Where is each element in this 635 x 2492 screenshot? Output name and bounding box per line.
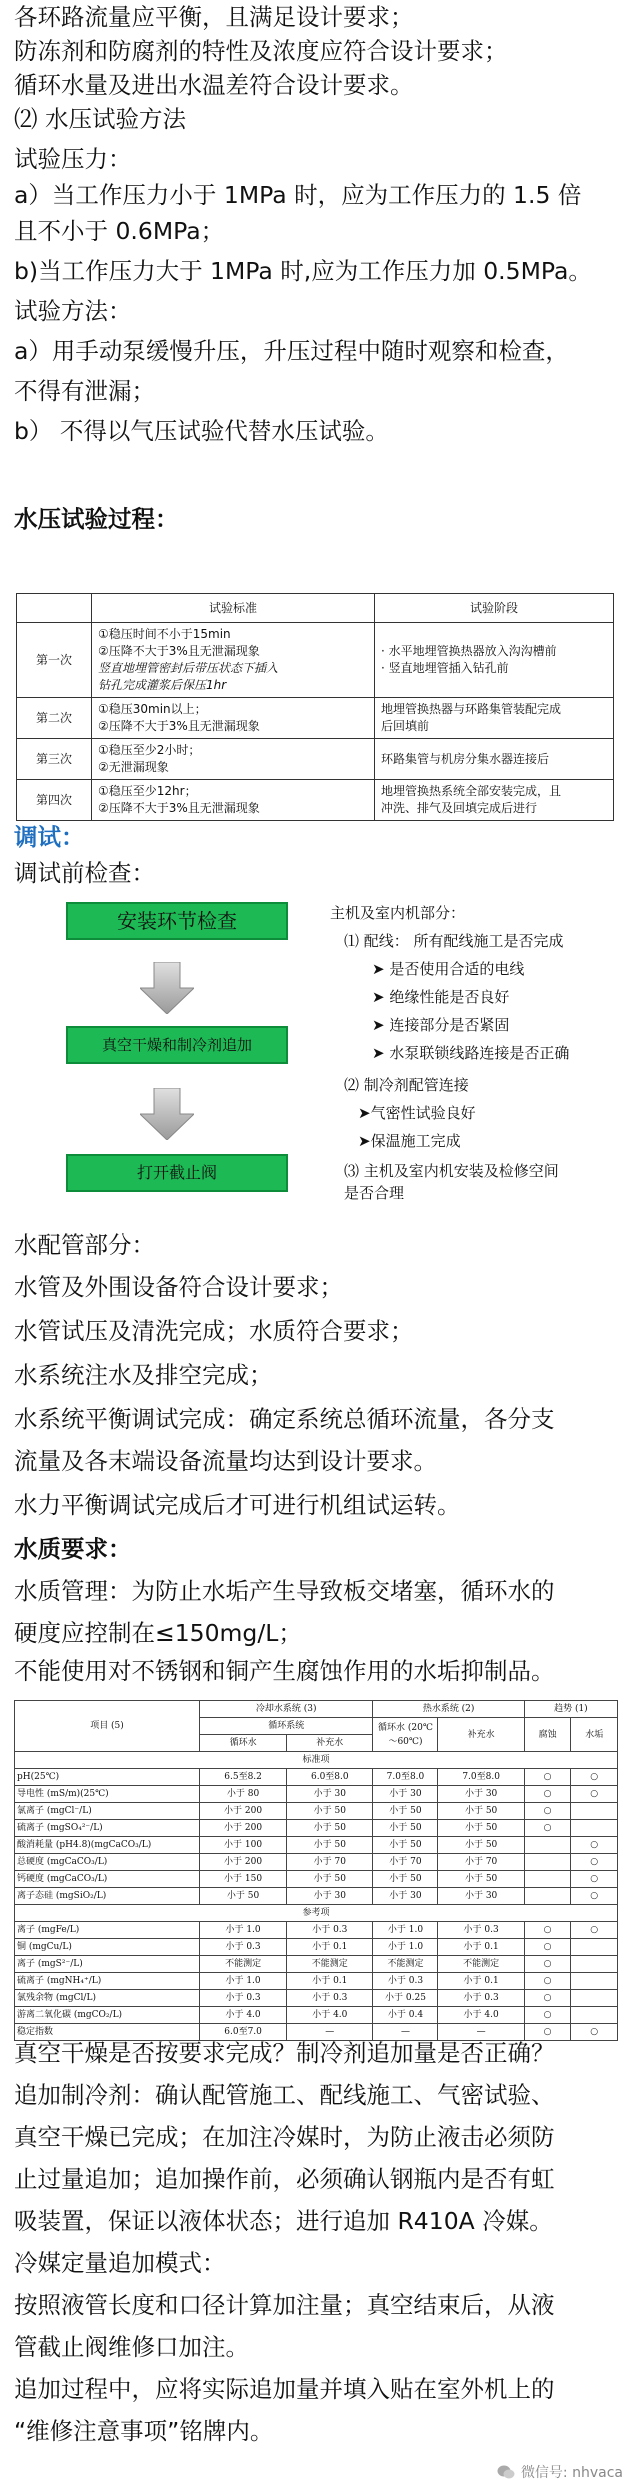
value-cell: 小于 0.3 [287, 1922, 373, 1939]
text-line: 不得有泄漏； [14, 377, 155, 405]
standard-cell [92, 739, 375, 780]
value-cell: 小于 30 [287, 1888, 373, 1905]
standard-cell [92, 623, 375, 698]
item-cell: 稳定指数 [15, 2024, 200, 2041]
text-line: 且不小于 0.6MPa； [14, 217, 225, 245]
value-cell: 小于 0.3 [200, 1939, 287, 1956]
flow-box-open-valve: 打开截止阀 [66, 1154, 288, 1192]
water-quality-table [14, 1700, 618, 2041]
table-header: 补充水 [287, 1735, 373, 1752]
value-cell: ○ [524, 1803, 571, 1820]
section-label: 参考项 [15, 1905, 618, 1922]
text-line: 止过量追加；追加操作前，必须确认钢瓶内是否有虹 [14, 2165, 555, 2193]
table-header: 项目 (5) [15, 1701, 200, 1752]
value-cell [571, 1973, 618, 1990]
cell-line: · 水平地埋管换热器放入沟沟槽前 [381, 644, 557, 658]
value-cell: 小于 30 [373, 1786, 438, 1803]
text-line: 按照液管长度和口径计算加注量；真空结束后，从液 [14, 2291, 555, 2319]
value-cell: 小于 70 [287, 1854, 373, 1871]
value-cell [571, 1990, 618, 2007]
value-cell: 小于 1.0 [373, 1939, 438, 1956]
value-cell: ○ [524, 1820, 571, 1837]
standard-cell [92, 780, 375, 821]
text-line: 试验方法： [14, 297, 132, 325]
round-cell: 第一次 [17, 623, 92, 698]
table-header-row [17, 594, 614, 623]
watermark [497, 2462, 623, 2482]
item-cell: 离子态硅 (mgSiO₂/L) [15, 1888, 200, 1905]
item-cell: 钙硬度 (mgCaCO₃/L) [15, 1871, 200, 1888]
value-cell: 6.0至8.0 [287, 1769, 373, 1786]
stage-cell [375, 780, 614, 821]
table-row [15, 1922, 618, 1939]
checklist-item: 是否合理 [344, 1184, 405, 1202]
value-cell: ○ [571, 1871, 618, 1888]
item-cell: 硫离子 (mgNH₄⁺/L) [15, 1973, 200, 1990]
text-line: 水质管理：为防止水垢产生导致板交堵塞，循环水的 [14, 1577, 555, 1605]
stage-cell [375, 698, 614, 739]
value-cell: 小于 100 [200, 1837, 287, 1854]
table-row [15, 1939, 618, 1956]
value-cell: ○ [524, 1939, 571, 1956]
text-line: 真空干燥已完成；在加注冷媒时，为防止液击必须防 [14, 2123, 555, 2151]
standard-cell [92, 698, 375, 739]
value-cell: 小于 0.25 [373, 1990, 438, 2007]
value-cell: — [373, 2024, 438, 2041]
table-header: 趋势 (1) [524, 1701, 617, 1718]
value-cell [571, 1956, 618, 1973]
checklist-item: ➤ 是否使用合适的电线 [372, 960, 525, 978]
value-cell [571, 1803, 618, 1820]
table-header [17, 594, 92, 623]
value-cell: 小于 200 [200, 1854, 287, 1871]
value-cell [571, 2007, 618, 2024]
table-row [17, 739, 614, 780]
value-cell: 小于 50 [438, 1803, 524, 1820]
cell-line: 地埋管换热系统全部安装完成，且 [381, 784, 562, 798]
table-row [15, 1803, 618, 1820]
text-line: 各环路流量应平衡，且满足设计要求； [14, 3, 414, 31]
table-row [15, 1820, 618, 1837]
table-row [15, 1973, 618, 1990]
table-row [15, 1956, 618, 1973]
section-heading: 水压试验过程： [14, 505, 179, 533]
value-cell [524, 1871, 571, 1888]
value-cell: 小于 4.0 [200, 2007, 287, 2024]
value-cell: 小于 50 [287, 1803, 373, 1820]
text-line: “维修注意事项”铭牌内。 [14, 2417, 274, 2445]
section-heading: 水质要求： [14, 1535, 132, 1563]
value-cell: 小于 50 [373, 1803, 438, 1820]
text-line: a）当工作压力小于 1MPa 时，应为工作压力的 1.5 倍 [14, 181, 582, 209]
value-cell: 不能测定 [200, 1956, 287, 1973]
value-cell: ○ [571, 1837, 618, 1854]
text-line: 流量及各末端设备流量均达到设计要求。 [14, 1447, 437, 1475]
watermark-text: 微信号: nhvaca [520, 2465, 623, 2481]
text-line: b） 不得以气压试验代替水压试验。 [14, 417, 389, 445]
value-cell: 小于 4.0 [438, 2007, 524, 2024]
value-cell: ○ [571, 1854, 618, 1871]
value-cell: ○ [571, 2024, 618, 2041]
text-line: 冷媒定量追加模式： [14, 2249, 226, 2277]
value-cell: 小于 0.3 [373, 1973, 438, 1990]
table-row [15, 1871, 618, 1888]
down-arrow-icon [140, 962, 194, 1014]
value-cell: 小于 0.1 [287, 1973, 373, 1990]
cell-line: ①稳压时间不小于15min [98, 627, 231, 641]
value-cell: 小于 50 [438, 1820, 524, 1837]
value-cell: ○ [524, 1973, 571, 1990]
cell-line: ②压降不大于3%且无泄漏现象 [98, 801, 260, 815]
down-arrow-icon [140, 1088, 194, 1140]
checklist-item: ➤保温施工完成 [358, 1132, 461, 1150]
item-cell: 氯离子 (mgCl⁻/L) [15, 1803, 200, 1820]
text-line: 水配管部分： [14, 1231, 155, 1259]
text-line: 真空干燥是否按要求完成？制冷剂追加量是否正确？ [14, 2039, 555, 2067]
text-line: 追加过程中，应将实际追加量并填入贴在室外机上的 [14, 2375, 555, 2403]
item-cell: pH(25℃) [15, 1769, 200, 1786]
item-cell: 酸消耗量 (pH4.8)(mgCaCO₃/L) [15, 1837, 200, 1854]
value-cell: 小于 4.0 [287, 2007, 373, 2024]
item-cell: 氯残余物 (mgCl/L) [15, 1990, 200, 2007]
text-line: 试验压力： [14, 145, 132, 173]
text-line: 水系统注水及排空完成； [14, 1361, 273, 1389]
text-line: ⑵ 水压试验方法 [14, 105, 186, 133]
value-cell: 小于 30 [373, 1888, 438, 1905]
value-cell: 小于 50 [287, 1820, 373, 1837]
value-cell: 小于 50 [373, 1837, 438, 1854]
checklist-item: ⑴ 配线： 所有配线施工是否完成 [344, 932, 564, 950]
text-line: 防冻剂和防腐剂的特性及浓度应符合设计要求； [14, 37, 508, 65]
table-header: 补充水 [438, 1718, 524, 1752]
value-cell: 7.0至8.0 [438, 1769, 524, 1786]
table-row [15, 1854, 618, 1871]
value-cell [571, 1939, 618, 1956]
value-cell: 小于 30 [287, 1786, 373, 1803]
cell-line: ①稳压30min以上； [98, 702, 207, 716]
value-cell: — [287, 2024, 373, 2041]
value-cell: ○ [571, 1922, 618, 1939]
round-cell: 第三次 [17, 739, 92, 780]
table-row [15, 1888, 618, 1905]
checklist-item: ➤ 连接部分是否紧固 [372, 1016, 510, 1034]
value-cell: 不能测定 [373, 1956, 438, 1973]
value-cell: 小于 1.0 [200, 1922, 287, 1939]
value-cell: 小于 70 [438, 1854, 524, 1871]
value-cell: 小于 50 [200, 1888, 287, 1905]
value-cell [524, 1854, 571, 1871]
value-cell: ○ [524, 1990, 571, 2007]
cell-line: ②压降不大于3%且无泄漏现象 [98, 719, 260, 733]
cell-line: 竖直地埋管密封后带压状态下插入 [98, 661, 279, 675]
item-cell: 铜 (mgCu/L) [15, 1939, 200, 1956]
cell-line: ①稳压至少2小时； [98, 743, 201, 757]
cell-line: ①稳压至少12hr； [98, 784, 197, 798]
table-header: 热水系统 (2) [373, 1701, 524, 1718]
value-cell: 小于 30 [438, 1786, 524, 1803]
text-line: 调试前检查： [14, 859, 155, 887]
cell-line: 钻孔完成灌浆后保压1hr [98, 678, 227, 692]
text-line: 吸装置，保证以液体状态；进行追加 R410A 冷媒。 [14, 2207, 553, 2235]
value-cell: 小于 50 [438, 1837, 524, 1854]
value-cell: 小于 50 [287, 1871, 373, 1888]
text-line: 硬度应控制在≤150mg/L； [14, 1619, 302, 1647]
value-cell: 小于 0.3 [200, 1990, 287, 2007]
text-line: 水系统平衡调试完成：确定系统总循环流量，各分支 [14, 1405, 555, 1433]
table-row [15, 2007, 618, 2024]
cell-line: 地埋管换热器与环路集管装配完成 [381, 702, 562, 716]
cell-line: 冲洗、排气及回填完成后进行 [381, 801, 538, 815]
value-cell: 小于 0.3 [438, 1922, 524, 1939]
value-cell: 不能测定 [287, 1956, 373, 1973]
section-label: 标准项 [15, 1752, 618, 1769]
flow-box-install-check: 安装环节检查 [66, 902, 288, 940]
value-cell: ○ [524, 1786, 571, 1803]
checklist-item: ➤气密性试验良好 [358, 1104, 476, 1122]
debug-heading: 调试： [14, 823, 85, 851]
stage-cell [375, 739, 614, 780]
item-cell: 离子 (mgFe/L) [15, 1922, 200, 1939]
table-header: 循环水 (20℃～60℃) [373, 1718, 438, 1752]
item-cell: 离子 (mgS²⁻/L) [15, 1956, 200, 1973]
table-section-row [15, 1905, 618, 1922]
table-header: 循环系统 [200, 1718, 373, 1735]
value-cell: 小于 200 [200, 1820, 287, 1837]
text-line: 追加制冷剂：确认配管施工、配线施工、气密试验、 [14, 2081, 555, 2109]
cell-line: ②无泄漏现象 [98, 760, 169, 774]
value-cell: ○ [571, 1888, 618, 1905]
item-cell: 硫离子 (mgSO₄²⁻/L) [15, 1820, 200, 1837]
value-cell: 小于 150 [200, 1871, 287, 1888]
value-cell: 不能测定 [438, 1956, 524, 1973]
value-cell: ○ [571, 1786, 618, 1803]
cell-line: · 竖直地埋管插入钻孔前 [381, 661, 509, 675]
stage-cell [375, 623, 614, 698]
table-row [17, 623, 614, 698]
pressure-test-table [16, 593, 614, 821]
item-cell: 导电性 (mS/m)(25℃) [15, 1786, 200, 1803]
text-line: 不能使用对不锈钢和铜产生腐蚀作用的水垢抑制品。 [14, 1657, 555, 1685]
item-cell: 游离二氧化碳 (mgCO₂/L) [15, 2007, 200, 2024]
checklist-title: 主机及室内机部分： [330, 904, 466, 922]
text-line: 循环水量及进出水温差符合设计要求。 [14, 71, 414, 99]
table-section-row [15, 1752, 618, 1769]
value-cell: 小于 80 [200, 1786, 287, 1803]
round-cell: 第四次 [17, 780, 92, 821]
value-cell: 小于 0.1 [287, 1939, 373, 1956]
cell-line: ②压降不大于3%且无泄漏现象 [98, 644, 260, 658]
value-cell: 小于 1.0 [200, 1973, 287, 1990]
table-row [15, 1769, 618, 1786]
table-header: 循环水 [200, 1735, 287, 1752]
value-cell [524, 1837, 571, 1854]
value-cell: 小于 70 [373, 1854, 438, 1871]
text-line: a）用手动泵缓慢升压，升压过程中随时观察和检查， [14, 337, 569, 365]
table-header: 腐蚀 [524, 1718, 571, 1752]
value-cell: 小于 0.4 [373, 2007, 438, 2024]
table-header: 试验标准 [92, 594, 375, 623]
text-line: 水管试压及清洗完成；水质符合要求； [14, 1317, 414, 1345]
value-cell [524, 1888, 571, 1905]
value-cell: ○ [524, 2024, 571, 2041]
text-line: b)当工作压力大于 1MPa 时,应为工作压力加 0.5MPa。 [14, 257, 592, 285]
table-row [15, 1837, 618, 1854]
wechat-icon [497, 2464, 515, 2480]
value-cell: — [438, 2024, 524, 2041]
table-row [17, 780, 614, 821]
table-row [15, 1990, 618, 2007]
value-cell: 小于 30 [438, 1888, 524, 1905]
text-line: 水力平衡调试完成后才可进行机组试运转。 [14, 1491, 461, 1519]
value-cell [571, 1820, 618, 1837]
value-cell: 小于 0.3 [438, 1990, 524, 2007]
value-cell: 6.5至8.2 [200, 1769, 287, 1786]
cell-line: 环路集管与机房分集水器连接后 [381, 751, 550, 766]
table-header: 试验阶段 [375, 594, 614, 623]
value-cell: ○ [524, 1922, 571, 1939]
value-cell: ○ [524, 1956, 571, 1973]
value-cell: 小于 0.1 [438, 1973, 524, 1990]
value-cell: ○ [524, 2007, 571, 2024]
table-header: 冷却水系统 (3) [200, 1701, 373, 1718]
item-cell: 总硬度 (mgCaCO₃/L) [15, 1854, 200, 1871]
round-cell: 第二次 [17, 698, 92, 739]
table-row [15, 1786, 618, 1803]
value-cell: 小于 200 [200, 1803, 287, 1820]
flow-box-vacuum-refrigerant: 真空干燥和制冷剂追加 [66, 1026, 288, 1064]
value-cell: 小于 0.1 [438, 1939, 524, 1956]
value-cell: ○ [571, 1769, 618, 1786]
table-row [17, 698, 614, 739]
value-cell: 小于 1.0 [373, 1922, 438, 1939]
checklist-item: ➤ 水泵联锁线路连接是否正确 [372, 1044, 570, 1062]
value-cell: 小于 50 [373, 1820, 438, 1837]
table-header: 水垢 [571, 1718, 618, 1752]
table-header-row [15, 1701, 618, 1718]
cell-line: 后回填前 [381, 719, 430, 733]
text-line: 管截止阀维修口加注。 [14, 2333, 249, 2361]
value-cell: 小于 50 [287, 1837, 373, 1854]
value-cell: 小于 0.3 [287, 1990, 373, 2007]
value-cell: 小于 50 [438, 1871, 524, 1888]
value-cell: 6.0至7.0 [200, 2024, 287, 2041]
checklist-item: ➤ 绝缘性能是否良好 [372, 988, 510, 1006]
value-cell: 小于 50 [373, 1871, 438, 1888]
checklist-item: ⑶ 主机及室内机安装及检修空间 [344, 1162, 559, 1180]
value-cell: 7.0至8.0 [373, 1769, 438, 1786]
reference-rows [15, 1922, 618, 2041]
standard-rows [15, 1769, 618, 1905]
text-line: 水管及外围设备符合设计要求； [14, 1273, 343, 1301]
checklist-item: ⑵ 制冷剂配管连接 [344, 1076, 469, 1094]
value-cell: ○ [524, 1769, 571, 1786]
